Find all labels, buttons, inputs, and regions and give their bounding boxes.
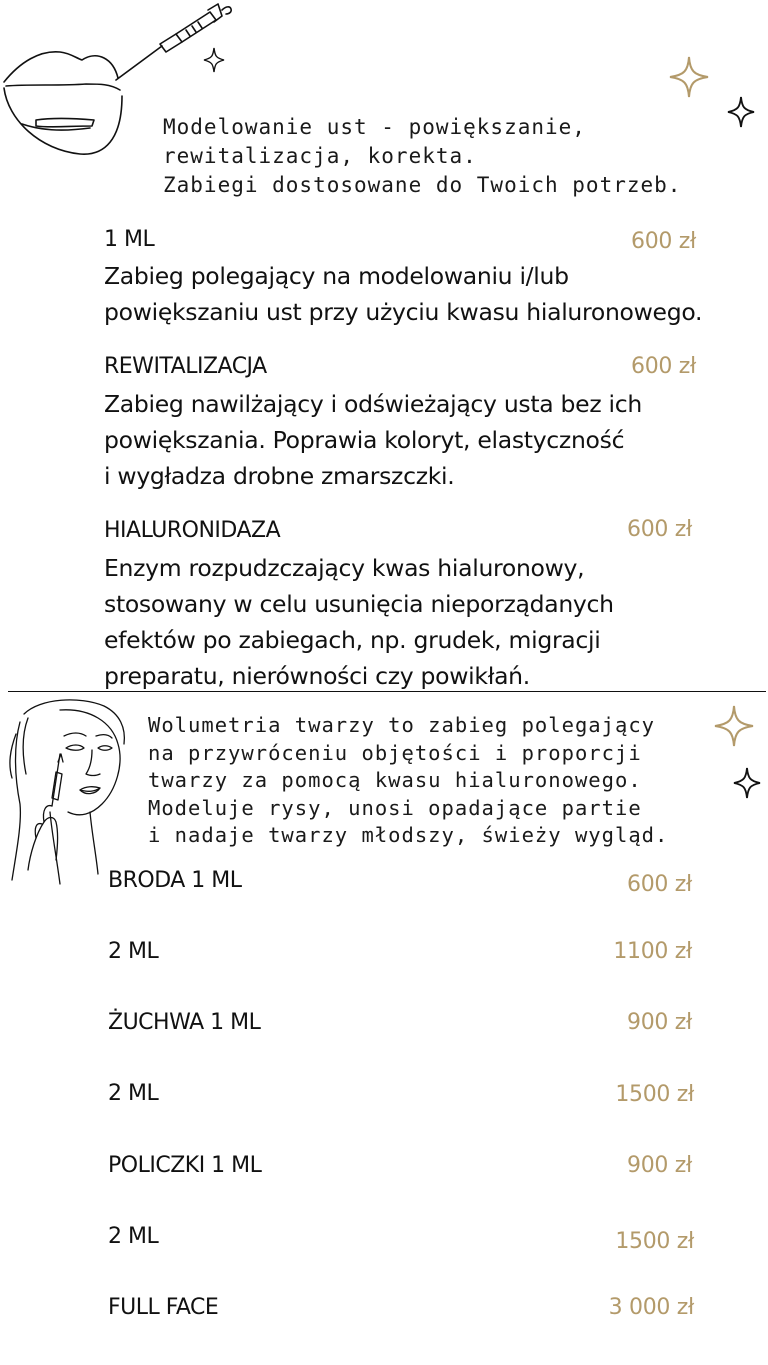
face-syringe-illustration [0, 694, 140, 894]
sparkle-gold-icon [713, 704, 755, 748]
lips-item-title: REWITALIZACJA [104, 354, 267, 379]
sparkle-black-icon [726, 95, 756, 129]
face-item-price: 1500 zł [615, 1082, 694, 1107]
sparkle-gold-icon [668, 55, 710, 99]
face-item-title: POLICZKI 1 ML [108, 1153, 262, 1178]
lips-item-title: HIALURONIDAZA [104, 518, 281, 543]
lips-item-price: 600 zł [631, 354, 696, 379]
face-item-price: 1500 zł [615, 1229, 694, 1254]
face-item-price: 1100 zł [613, 939, 692, 964]
sparkle-black-icon [732, 766, 762, 800]
face-item-title: 2 ML [108, 1081, 159, 1106]
lips-item-title: 1 ML [104, 227, 155, 252]
lips-item-price: 600 zł [631, 229, 696, 254]
lips-item-description: Zabieg polegający na modelowaniu i/lub powiększaniu ust przy użyciu kwasu hialuronowego. [104, 262, 703, 326]
lips-item-description: Zabieg nawilżający i odświeżający usta bez ich powiększania. Poprawia koloryt, elastyczność i wygładza drobne zmarszczki. [104, 390, 642, 490]
lips-intro: Modelowanie ust - powiększanie, rewitalizacja, korekta. Zabiegi dostosowane do Twoich potrzeb. [163, 115, 682, 197]
sparkle-black-icon [204, 48, 224, 72]
face-item-price: 900 zł [627, 1153, 692, 1178]
face-item-title: 2 ML [108, 1224, 159, 1249]
face-item-price: 3 000 zł [608, 1295, 694, 1320]
face-item-title: BRODA 1 ML [108, 868, 242, 893]
section-divider [8, 691, 766, 692]
lips-item-price: 600 zł [627, 517, 692, 542]
face-intro: Wolumetria twarzy to zabieg polegający na przywróceniu objętości i proporcji twarzy za pomocą kwasu hialuronowego. Modeluje rysy, unosi opadające partie i nadaje twarzy młodszy, świeży wygląd. [148, 713, 669, 847]
lips-item-description: Enzym rozpudzczający kwas hialuronowy, stosowany w celu usunięcia nieporządanych efektów po zabiegach, np. grudek, migracji preparatu, nierówności czy powikłań. [104, 554, 614, 690]
face-item-title: FULL FACE [108, 1295, 219, 1320]
face-item-price: 600 zł [627, 872, 692, 897]
face-item-title: ŻUCHWA 1 ML [108, 1010, 261, 1035]
face-item-title: 2 ML [108, 939, 159, 964]
face-item-price: 900 zł [627, 1010, 692, 1035]
